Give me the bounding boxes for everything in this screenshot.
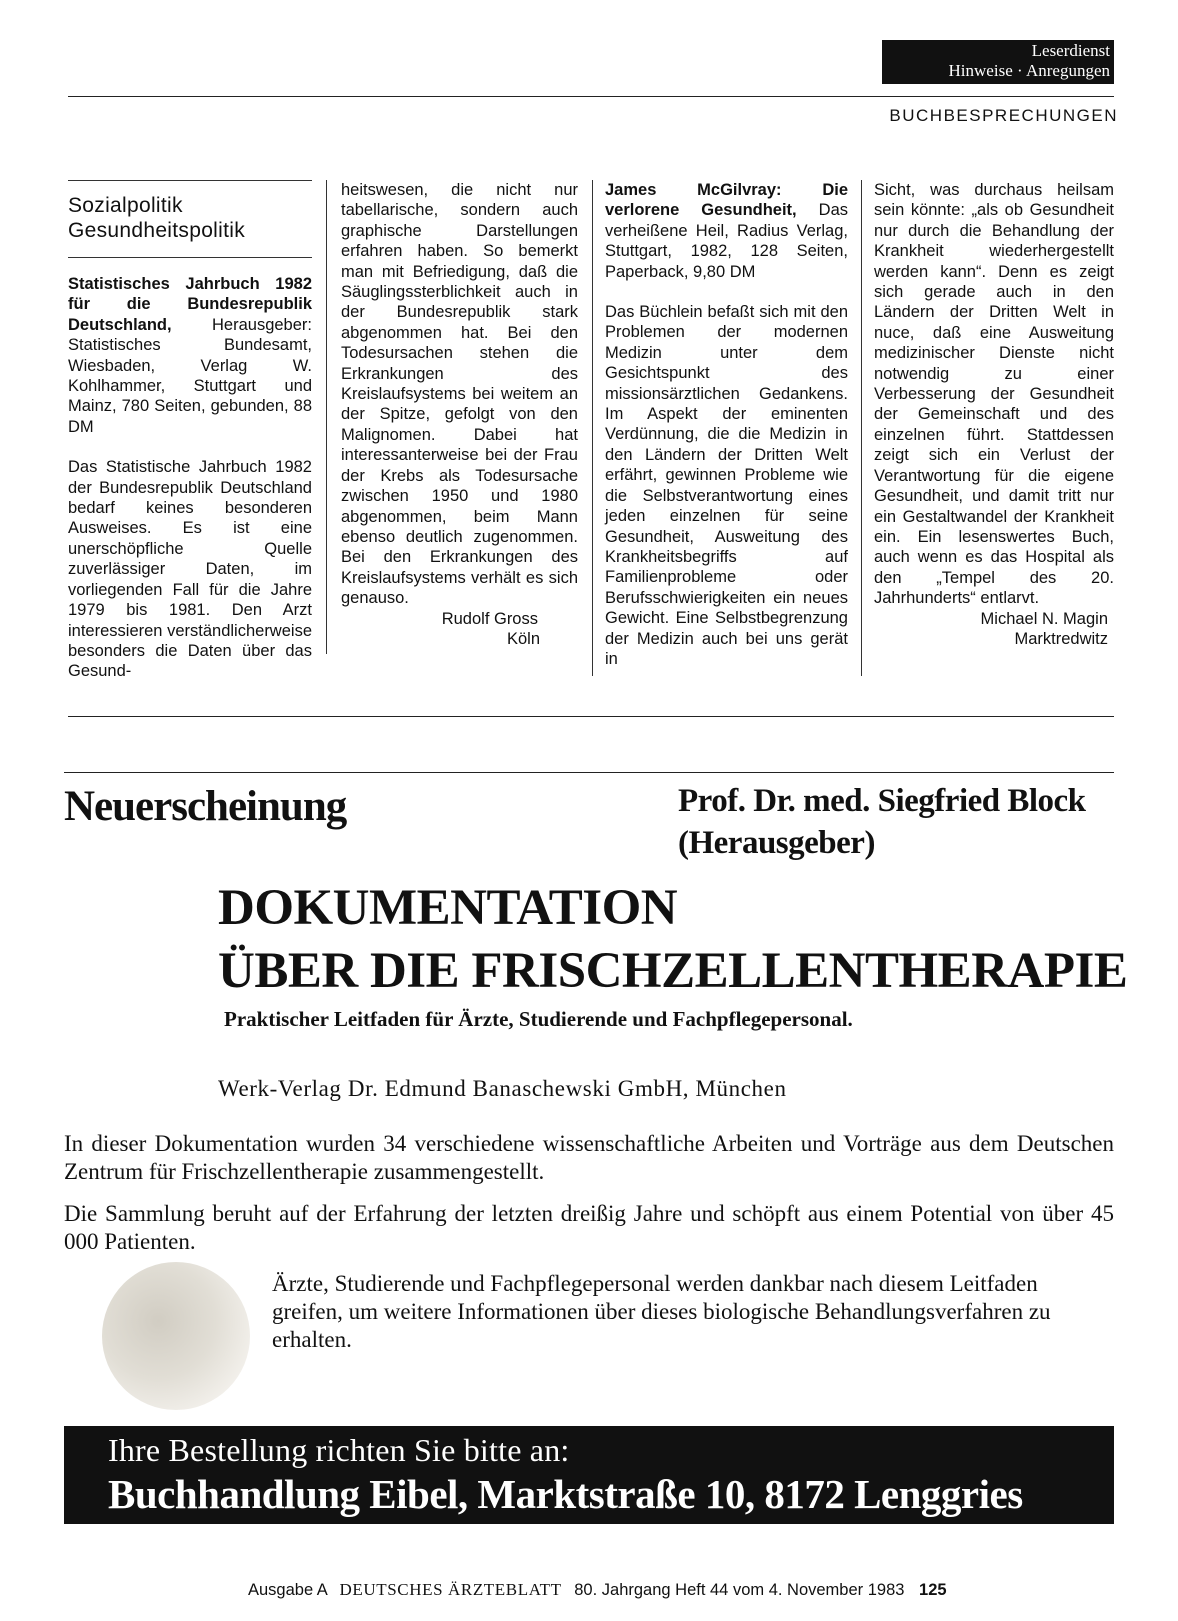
ad-kicker: Neuerscheinung <box>64 783 347 830</box>
column-2 <box>341 180 578 649</box>
ad-author-line2: (Herausgeber) <box>678 825 875 861</box>
ad-publisher: Werk-Verlag Dr. Edmund Banaschewski GmbH, München <box>218 1076 787 1101</box>
footer-edition: Ausgabe A <box>248 1581 327 1599</box>
ad-title-line1: DOKUMENTATION <box>218 880 678 936</box>
order-line1: Ihre Bestellung richten Sie bitte an: <box>108 1432 570 1468</box>
column-3 <box>605 180 848 669</box>
column-rule <box>592 180 593 676</box>
review-1-citation <box>68 274 312 437</box>
header-box-line2: Hinweise · Anregungen <box>948 61 1110 80</box>
review-1-city: Köln <box>506 629 540 648</box>
section-label: BUCHBESPRECHUNGEN <box>889 106 1118 125</box>
book-reviews <box>68 180 1114 682</box>
column-1 <box>68 180 312 682</box>
review-1-text-continued: heitswesen, die nicht nur tabellarische, sondern auch graphische Darstellungen erfahren haben. So bemerkt man mit Befriedigung, daß die Säuglingssterblichkeit auch in der Bundesrepublik stark abgenommen hat. Bei den Todesursachen stehen die Erkrankungen des Kreislaufsystems bei weitem an der Spitze, gefolgt von den Malignomen. Dabei hat interessanterweise bei der Frau der Krebs als Todesursache zwischen 1950 und 1980 abgenommen, beim Mann ebenso deutlich zugenommen. Bei den Erkrankungen des Kreislaufsystems verhält es sich genauso. <box>341 181 578 608</box>
ad-paragraph-3: Ärzte, Studierende und Fachpflegepersonal werden dankbar nach diesem Leitfaden greifen, um weitere Informationen über dieses biologische Behandlungsverfahren zu erhalten. <box>272 1271 1051 1352</box>
ad-paragraph-2: Die Sammlung beruht auf der Erfahrung der letzten dreißig Jahre und schöpft aus einem Potential von über 45 000 Patienten. <box>64 1201 1114 1254</box>
category-heading <box>68 181 312 257</box>
category-rule-bottom <box>68 257 312 258</box>
ad-title-line2: ÜBER DIE FRISCHZELLENTHERAPIE <box>218 943 1128 999</box>
review-1-book-details: Herausgeber: Statistisches Bundesamt, Wiesbaden, Verlag W. Kohlhammer, Stuttgart und Mainz, 780 Seiten, gebunden, 88 DM <box>68 315 312 436</box>
review-2-book-title: James McGilvray: Die verlorene Gesundheit, <box>605 181 848 220</box>
column-4 <box>874 180 1114 649</box>
globe-image <box>102 1262 250 1410</box>
review-2-citation <box>605 180 848 282</box>
review-2-text: Das Büchlein befaßt sich mit den Problemen der modernen Medizin unter dem Gesichtspunkt des missionsärztlichen Gedankens. Im Aspekt der eminenten Verdünnung, die die Medizin in den Ländern der Dritten Welt erfährt, gewinnen Probleme wie die Selbstverantwortung eines jeden einzelnen für seine Gesundheit, Ausweitung des Krankheitsbegriffs auf Familienprobleme oder Berufsschwierigkeiten ein neues Gewicht. Eine Selbstbegrenzung der Medizin auch bei uns gerät in <box>605 303 848 668</box>
review-1-author: Rudolf Gross <box>441 609 538 628</box>
ad-author <box>678 780 1086 864</box>
column-rule <box>861 180 862 676</box>
section-header-box <box>882 40 1114 84</box>
review-2-text-continued: Sicht, was durchaus heilsam sein könnte: „als ob Gesundheit nur durch die Behandlung der Krankheit wiederhergestellt werden kann“. Denn es zeigt sich gerade auch in den Ländern der Dritten Welt in nuce, daß eine Ausweitung medizinischer Dienste nicht notwendig zu einer Verbesserung der Gesundheit der Gemeinschaft und des einzelnen führt. Stattdessen zeigt sich ein Verlust der Verantwortung für die eigene Gesundheit, und damit tritt nur ein Gestaltwandel der Krankheit ein. Ein lesenswertes Buch, auch wenn es das Hospital als den „Tempel des 20. Jahrhunderts“ entlarvt. <box>874 181 1114 608</box>
top-divider <box>68 96 1114 97</box>
review-1-book-title: Statistisches Jahrbuch 1982 für die Bundesrepublik Deutschland, <box>68 275 312 334</box>
category-line1: Sozialpolitik <box>68 194 183 217</box>
ad-subtitle: Praktischer Leitfaden für Ärzte, Studierende und Fachpflegepersonal. <box>224 1007 853 1031</box>
ad-paragraph-1: In dieser Dokumentation wurden 34 verschiedene wissenschaftliche Arbeiten und Vorträge aus dem Deutschen Zentrum für Frischzellentherapie zusammengestellt. <box>64 1131 1114 1184</box>
review-1-text: Das Statistische Jahrbuch 1982 der Bundesrepublik Deutschland bedarf keines besonderen Ausweises. Es ist eine unerschöpfliche Quelle zuverlässiger Daten, im vorliegenden Fall für die Jahre 1979 bis 1981. Den Arzt interessieren verständlicherweise besonders die Daten über das Gesund- <box>68 458 312 681</box>
reviews-bottom-divider <box>68 716 1114 717</box>
category-line2: Gesundheitspolitik <box>68 219 245 242</box>
footer-issue: 80. Jahrgang Heft 44 vom 4. November 1983 <box>574 1581 905 1599</box>
ad-top-divider <box>64 772 1114 773</box>
order-line2: Buchhandlung Eibel, Marktstraße 10, 8172 Lenggries <box>108 1471 1023 1517</box>
page-number: 125 <box>919 1581 947 1599</box>
review-2-book-details: Das verheißene Heil, Radius Verlag, Stuttgart, 1982, 128 Seiten, Paperback, 9,80 DM <box>605 201 848 281</box>
page-footer <box>248 1580 947 1600</box>
footer-magazine: DEUTSCHES ÄRZTEBLATT <box>339 1580 562 1599</box>
review-2-author: Michael N. Magin <box>980 609 1108 628</box>
header-box-line1: Leserdienst <box>1031 41 1110 60</box>
order-banner <box>64 1426 1114 1524</box>
ad-author-line1: Prof. Dr. med. Siegfried Block <box>678 783 1086 819</box>
column-rule <box>326 180 327 654</box>
review-2-city: Marktredwitz <box>1014 629 1108 648</box>
